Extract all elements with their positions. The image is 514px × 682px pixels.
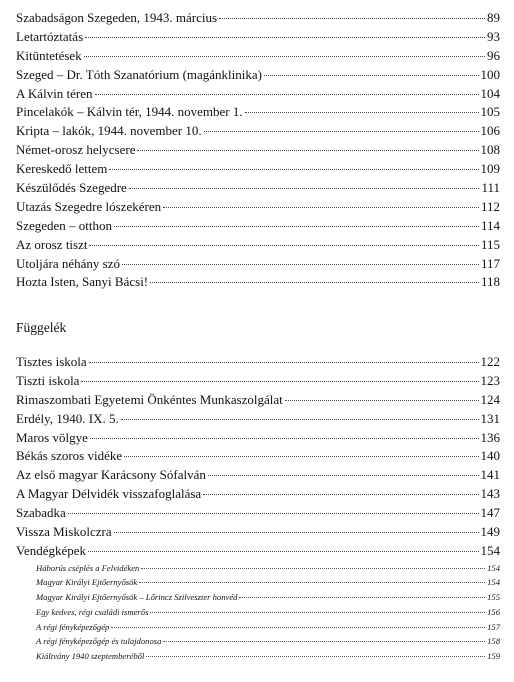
entry-title: Kripta – lakók, 1944. november 10. (16, 123, 202, 139)
dot-leader (141, 568, 485, 569)
entry-page-number: 155 (487, 592, 500, 603)
entry-title: Tisztes iskola (16, 354, 87, 369)
dot-leader (89, 245, 478, 246)
entry-title: Rimaszombati Egyetemi Önkéntes Munkaszolgálat (16, 391, 283, 407)
toc-entry (16, 429, 500, 448)
dot-leader (90, 438, 479, 439)
dot-leader (88, 551, 478, 552)
entry-title: Háborús cséplés a Felvidéken (36, 562, 140, 573)
entry-title: Erdély, 1940. IX. 5. (16, 410, 119, 426)
toc-main-list (16, 9, 500, 292)
dot-leader (122, 264, 479, 265)
entry-page-number: 104 (480, 85, 500, 101)
toc-entry (16, 236, 500, 255)
entry-title: Vissza Miskolczra (16, 524, 112, 540)
toc-entry (16, 217, 500, 236)
toc-entry (16, 9, 500, 28)
dot-leader (203, 494, 478, 495)
entry-page-number: 140 (480, 448, 500, 464)
dot-leader (245, 112, 479, 113)
dot-leader (208, 475, 479, 476)
entry-page-number: 154 (487, 562, 500, 573)
dot-leader (129, 188, 480, 189)
entry-page-number: 115 (480, 236, 500, 252)
entry-page-number: 141 (480, 467, 500, 483)
entry-page-number: 118 (480, 274, 500, 290)
toc-entry (16, 47, 500, 66)
toc-entry (16, 160, 500, 179)
entry-page-number: 154 (487, 577, 500, 588)
entry-title: A régi fényképezőgép (36, 621, 110, 632)
toc-subentry (16, 649, 500, 664)
entry-title: Utazás Szegedre lószekéren (16, 198, 162, 214)
entry-page-number: 122 (480, 354, 500, 369)
toc-subentry (16, 620, 500, 635)
entry-title: Szeged – Dr. Tóth Szanatórium (magánklinika) (16, 66, 262, 82)
entry-title: Szegeden – otthon (16, 217, 113, 233)
entry-page-number: 136 (480, 429, 500, 445)
entry-page-number: 159 (487, 650, 500, 661)
entry-page-number: 154 (480, 542, 500, 558)
entry-page-number: 108 (480, 142, 500, 158)
entry-title: Német-orosz helycsere (16, 142, 136, 158)
entry-page-number: 149 (480, 524, 500, 540)
entry-page-number: 143 (480, 486, 500, 502)
toc-entry (16, 542, 500, 561)
entry-title: Maros völgye (16, 429, 88, 445)
toc-entry (16, 447, 500, 466)
dot-leader (204, 131, 479, 132)
dot-leader (89, 362, 479, 363)
entry-page-number: 124 (480, 391, 500, 407)
entry-page-number: 157 (487, 621, 500, 632)
toc-subentry (16, 634, 500, 649)
entry-title: Tiszti iskola (16, 372, 80, 388)
entry-page-number: 93 (487, 28, 500, 44)
dot-leader (81, 381, 478, 382)
entry-title: Pincelakók – Kálvin tér, 1944. november 1. (16, 104, 243, 120)
entry-title: Kiáltvány 1940 szeptemberéből (36, 650, 145, 661)
entry-page-number: 112 (480, 198, 500, 214)
dot-leader (163, 207, 479, 208)
entry-page-number: 100 (480, 66, 500, 82)
entry-title: Egy kedves, régi családi ismerős (36, 606, 149, 617)
entry-page-number: 117 (480, 255, 500, 271)
entry-page-number: 158 (487, 636, 500, 647)
dot-leader (109, 169, 478, 170)
toc-entry (16, 179, 500, 198)
dot-leader (264, 75, 479, 76)
entry-title: Békás szoros vidéke (16, 448, 123, 464)
dot-leader (85, 37, 485, 38)
toc-entry (16, 391, 500, 410)
entry-page-number: 96 (487, 47, 500, 63)
entry-title: Az orosz tiszt (16, 236, 88, 252)
dot-leader (285, 400, 479, 401)
dot-leader (219, 18, 485, 19)
entry-title: Magyar Királyi Ejtőernyősök (36, 577, 138, 588)
entry-title: Letartóztatás (16, 28, 84, 44)
toc-entry (16, 141, 500, 160)
dot-leader (139, 582, 485, 583)
toc-subentry (16, 575, 500, 590)
entry-page-number: 109 (480, 161, 500, 177)
toc-entry (16, 28, 500, 47)
entry-page-number: 106 (480, 123, 500, 139)
entry-page-number: 147 (480, 505, 500, 521)
dot-leader (114, 226, 479, 227)
toc-entry (16, 103, 500, 122)
entry-page-number: 131 (480, 410, 500, 426)
entry-title: Vendégképek (16, 542, 87, 558)
toc-appendix-list (16, 353, 500, 664)
dot-leader (121, 419, 479, 420)
toc-entry (16, 198, 500, 217)
dot-leader (114, 532, 479, 533)
entry-title: Szabadka (16, 505, 66, 521)
entry-page-number: 123 (480, 372, 500, 388)
toc-entry (16, 273, 500, 292)
entry-page-number: 111 (481, 180, 500, 196)
toc-subentry (16, 561, 500, 576)
toc-subentry (16, 590, 500, 605)
entry-title: Magyar Királyi Ejtőernyősök – Lőrincz Szilveszter honvéd (36, 592, 238, 603)
entry-title: A régi fényképezőgép és tulajdonosa (36, 636, 162, 647)
toc-entry (16, 85, 500, 104)
dot-leader (239, 597, 485, 598)
toc-entry (16, 372, 500, 391)
toc-entry (16, 122, 500, 141)
entry-page-number: 89 (487, 10, 500, 25)
dot-leader (84, 56, 485, 57)
entry-title: A Magyar Délvidék visszafoglalása (16, 486, 202, 502)
dot-leader (137, 150, 478, 151)
dot-leader (150, 612, 485, 613)
entry-title: Utoljára néhány szó (16, 255, 120, 271)
entry-title: Az első magyar Karácsony Sófalván (16, 467, 206, 483)
dot-leader (146, 656, 485, 657)
dot-leader (150, 282, 479, 283)
toc-entry (16, 485, 500, 504)
toc-entry (16, 353, 500, 372)
entry-title: Szabadságon Szegeden, 1943. március (16, 10, 218, 25)
dot-leader (111, 627, 485, 628)
dot-leader (124, 456, 478, 457)
toc-entry (16, 466, 500, 485)
entry-title: Hozta Isten, Sanyi Bácsi! (16, 274, 149, 290)
entry-title: Készülődés Szegedre (16, 180, 127, 196)
toc-entry (16, 523, 500, 542)
toc-entry (16, 66, 500, 85)
entry-page-number: 105 (480, 104, 500, 120)
entry-title: Kereskedő lettem (16, 161, 108, 177)
toc-entry (16, 504, 500, 523)
dot-leader (163, 641, 485, 642)
entry-page-number: 156 (487, 606, 500, 617)
entry-title: Kitüntetések (16, 47, 82, 63)
dot-leader (95, 94, 479, 95)
toc-subentry (16, 605, 500, 620)
toc-entry (16, 255, 500, 274)
dot-leader (68, 513, 479, 514)
entry-page-number: 114 (480, 217, 500, 233)
appendix-heading: Függelék (16, 320, 67, 335)
entry-title: A Kálvin téren (16, 85, 93, 101)
toc-entry (16, 410, 500, 429)
